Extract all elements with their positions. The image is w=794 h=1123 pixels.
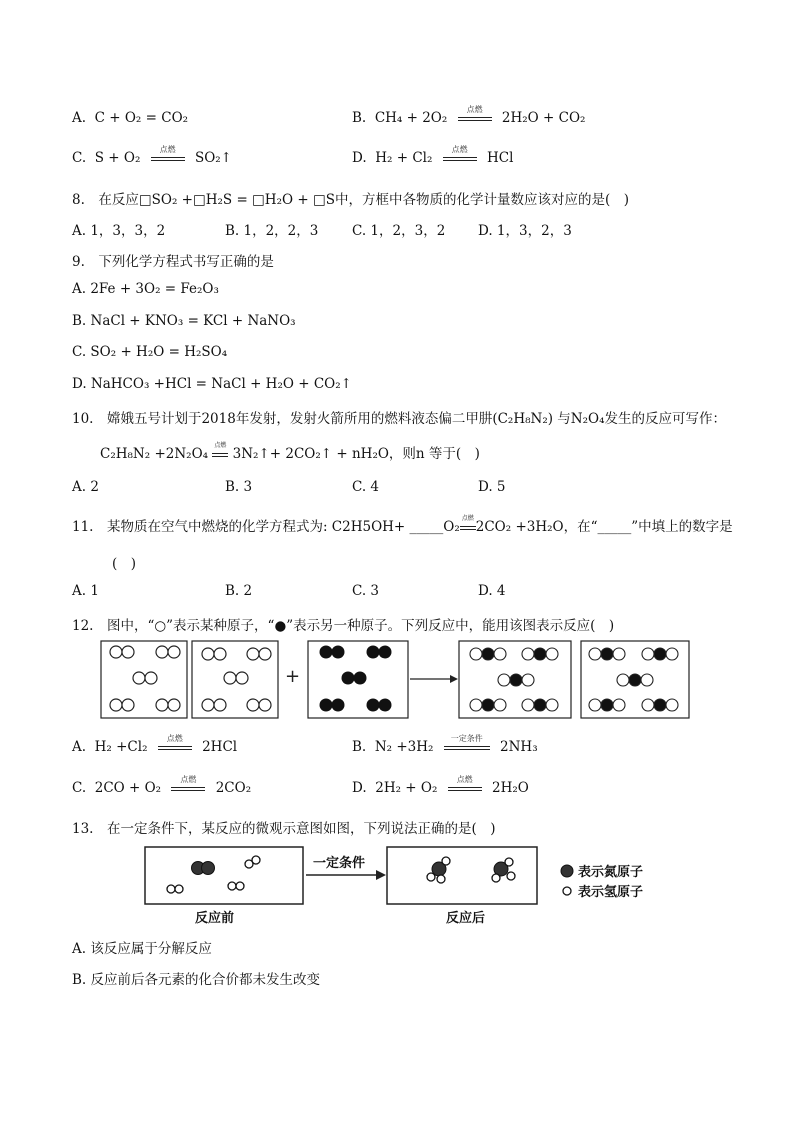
q7-option-c[interactable] bbox=[72, 144, 232, 166]
q11-option-c[interactable]: C. 3 bbox=[352, 583, 380, 599]
q9-option-b[interactable]: B. NaCl + KNO₃ = KCl + NaNO₃ bbox=[72, 313, 296, 329]
legend-nitrogen-label: 表示氮原子 bbox=[578, 865, 644, 880]
reaction-condition: 点燃 bbox=[149, 152, 187, 166]
reaction-condition: 点燃 bbox=[446, 782, 484, 796]
reaction-condition: 点燃 bbox=[441, 152, 479, 166]
q9-option-d[interactable]: D. NaHCO₃ +HCl = NaCl + H₂O + CO₂↑ bbox=[72, 376, 352, 392]
q8-option-a[interactable]: A. 1，3，3，2 bbox=[72, 223, 166, 239]
q10-option-c[interactable]: C. 4 bbox=[352, 479, 380, 495]
reaction-condition: 一定条件 bbox=[442, 741, 492, 755]
q7-option-a[interactable] bbox=[72, 110, 188, 126]
arrow-head-icon bbox=[450, 675, 458, 683]
reaction-condition: 点燃 bbox=[212, 449, 228, 461]
q12-option-c[interactable] bbox=[72, 774, 252, 796]
q10-option-a[interactable]: A. 2 bbox=[72, 479, 99, 495]
q7-option-b[interactable] bbox=[352, 104, 586, 126]
option-label: B. bbox=[352, 739, 367, 755]
q11-answer-paren: ( ) bbox=[112, 556, 137, 572]
q7-option-d[interactable] bbox=[352, 144, 514, 166]
equation-right: SO₂↑ bbox=[194, 150, 232, 166]
q8-option-c[interactable]: C. 1，2，3，2 bbox=[352, 223, 446, 239]
option-label: C. bbox=[72, 150, 87, 166]
equation-right: 2CO₂ bbox=[215, 780, 252, 796]
q11-option-a[interactable]: A. 1 bbox=[72, 583, 99, 599]
option-label: D. bbox=[352, 780, 367, 796]
q13-micro-diagram bbox=[140, 842, 660, 930]
equation-right: 3N₂↑+ 2CO₂↑ + nH₂O，则n 等于( ) bbox=[232, 446, 480, 462]
q10-option-d[interactable]: D. 5 bbox=[478, 479, 506, 495]
q8-option-b[interactable]: B. 1，2，2，3 bbox=[225, 223, 319, 239]
arrow-condition-label: 一定条件 bbox=[313, 856, 366, 871]
equation-left: C₂H₈N₂ +2N₂O₄ bbox=[100, 446, 209, 462]
q12-reaction-diagram bbox=[98, 638, 698, 724]
equation-left: H₂ + Cl₂ bbox=[375, 150, 433, 166]
q11-option-b[interactable]: B. 2 bbox=[225, 583, 253, 599]
stem-left: 11. 某物质在空气中燃烧的化学方程式为: C2H5OH+ _____O₂ bbox=[72, 519, 460, 535]
q10-stem: 10. 嫦娥五号计划于2018年发射，发射火箭所用的燃料液态偏二甲肼(C₂H₈N₂) 与N₂O₄发生的反应可写作： bbox=[72, 411, 727, 427]
arrow-head-icon bbox=[376, 870, 386, 880]
option-label: D. bbox=[352, 150, 367, 166]
q8-stem: 8. 在反应□SO₂ +□H₂S = □H₂O + □S中，方框中各物质的化学计量数应该对应的是( ) bbox=[72, 192, 629, 208]
q11-option-d[interactable]: D. 4 bbox=[478, 583, 506, 599]
equation-left: H₂ +Cl₂ bbox=[94, 739, 148, 755]
q13-option-b[interactable]: B. 反应前后各元素的化合价都未发生改变 bbox=[72, 972, 321, 988]
option-label: A. bbox=[72, 110, 87, 126]
q10-option-b[interactable]: B. 3 bbox=[225, 479, 253, 495]
q12-option-b[interactable] bbox=[352, 733, 538, 755]
q13-option-a[interactable]: A. 该反应属于分解反应 bbox=[72, 941, 212, 957]
equation-right: 2NH₃ bbox=[500, 739, 538, 755]
after-label: 反应后 bbox=[446, 911, 486, 926]
reaction-condition: 点燃 bbox=[156, 741, 194, 755]
before-label: 反应前 bbox=[195, 911, 235, 926]
plus-sign: + bbox=[285, 666, 301, 687]
equation-right: 2H₂O bbox=[491, 780, 529, 796]
equation-left: S + O₂ bbox=[94, 150, 141, 166]
reaction-condition: 点燃 bbox=[169, 782, 207, 796]
equation-right: HCl bbox=[486, 150, 514, 166]
reaction-condition: 点燃 bbox=[460, 522, 476, 534]
q12-option-a[interactable] bbox=[72, 733, 238, 755]
equation: C + O₂ = CO₂ bbox=[94, 110, 189, 126]
equation-left: 2H₂ + O₂ bbox=[375, 780, 438, 796]
q13-stem: 13. 在一定条件下，某反应的微观示意图如图，下列说法正确的是( ) bbox=[72, 821, 496, 837]
legend-hydrogen-label: 表示氢原子 bbox=[578, 885, 644, 900]
option-label: B. bbox=[352, 110, 367, 126]
equation-left: N₂ +3H₂ bbox=[374, 739, 434, 755]
q8-option-d[interactable]: D. 1，3，2，3 bbox=[478, 223, 572, 239]
q9-stem: 9. 下列化学方程式书写正确的是 bbox=[72, 254, 274, 270]
stem-right: 2CO₂ +3H₂O，在“_____”中填上的数字是 bbox=[475, 519, 733, 535]
reaction-condition: 点燃 bbox=[456, 112, 494, 126]
equation-right: 2H₂O + CO₂ bbox=[501, 110, 586, 126]
hydrogen-legend-icon bbox=[563, 887, 571, 895]
q12-option-d[interactable] bbox=[352, 774, 529, 796]
nitrogen-legend-icon bbox=[561, 865, 573, 877]
q12-stem: 12. 图中，“○”表示某种原子，“●”表示另一种原子。下列反应中，能用该图表示反应( ) bbox=[72, 618, 615, 634]
option-label: A. bbox=[72, 739, 87, 755]
equation-left: 2CO + O₂ bbox=[94, 780, 162, 796]
equation-left: CH₄ + 2O₂ bbox=[374, 110, 448, 126]
q9-option-a[interactable]: A. 2Fe + 3O₂ = Fe₂O₃ bbox=[72, 281, 219, 297]
q11-stem bbox=[72, 515, 733, 535]
before-box bbox=[145, 847, 303, 904]
q10-equation bbox=[100, 442, 480, 462]
equation-right: 2HCl bbox=[202, 739, 238, 755]
option-label: C. bbox=[72, 780, 87, 796]
q9-option-c[interactable]: C. SO₂ + H₂O = H₂SO₄ bbox=[72, 344, 228, 360]
